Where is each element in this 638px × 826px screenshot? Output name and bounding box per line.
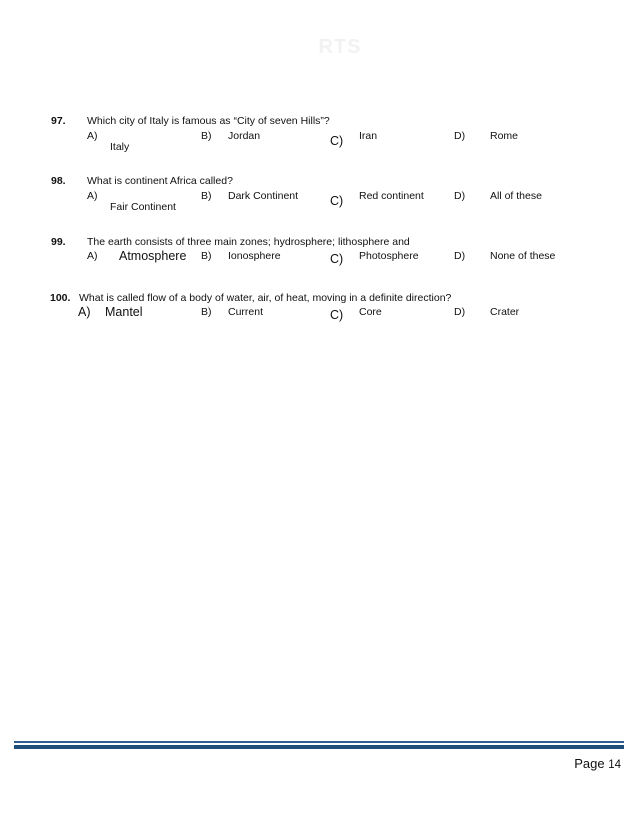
option-d-letter: D) <box>454 130 466 142</box>
option-a-letter: A) <box>87 130 98 142</box>
option-c-letter: C) <box>330 252 344 266</box>
option-c-text: Photosphere <box>359 250 419 262</box>
option-c-letter: C) <box>330 194 344 208</box>
option-c-letter: C) <box>330 134 344 148</box>
option-a-letter: A) <box>78 305 91 319</box>
question-number: 97. <box>51 115 66 127</box>
option-a-text: Mantel <box>105 305 143 319</box>
page-number-value: 14 <box>608 759 621 771</box>
footer-rule-thin <box>14 741 624 743</box>
footer-rule-thick <box>14 745 624 749</box>
option-d-text: None of these <box>490 250 556 262</box>
question-text: What is called flow of a body of water, air, of heat, moving in a definite direction? <box>79 292 452 304</box>
watermark: RTS <box>318 36 362 58</box>
option-d-text: All of these <box>490 190 542 202</box>
option-d-text: Rome <box>490 130 519 142</box>
page-label: Page <box>574 756 605 771</box>
option-a-text: Fair Continent <box>110 201 176 213</box>
option-b-text: Jordan <box>228 130 261 142</box>
option-b-text: Current <box>228 306 264 318</box>
question-number: 100. <box>50 292 71 304</box>
option-c-text: Core <box>359 306 382 318</box>
option-a-text: Atmosphere <box>119 249 187 263</box>
option-a-letter: A) <box>87 250 98 262</box>
option-a-text: Italy <box>110 141 130 153</box>
option-d-letter: D) <box>454 306 466 318</box>
option-b-text: Ionosphere <box>228 250 281 262</box>
question-text: The earth consists of three main zones; hydrosphere; lithosphere and <box>87 236 410 248</box>
question-text: What is continent Africa called? <box>87 175 233 187</box>
option-c-text: Iran <box>359 130 378 142</box>
option-d-text: Crater <box>490 306 520 318</box>
option-c-letter: C) <box>330 308 344 322</box>
option-b-letter: B) <box>201 306 212 318</box>
option-b-letter: B) <box>201 130 212 142</box>
option-b-letter: B) <box>201 250 212 262</box>
page-number <box>574 756 621 771</box>
question-number: 99. <box>51 236 66 248</box>
question-text: Which city of Italy is famous as “City of seven Hills”? <box>87 115 330 127</box>
option-b-text: Dark Continent <box>228 190 299 202</box>
option-b-letter: B) <box>201 190 212 202</box>
option-a-letter: A) <box>87 190 98 202</box>
option-c-text: Red continent <box>359 190 424 202</box>
question-number: 98. <box>51 175 66 187</box>
option-d-letter: D) <box>454 190 466 202</box>
option-d-letter: D) <box>454 250 466 262</box>
